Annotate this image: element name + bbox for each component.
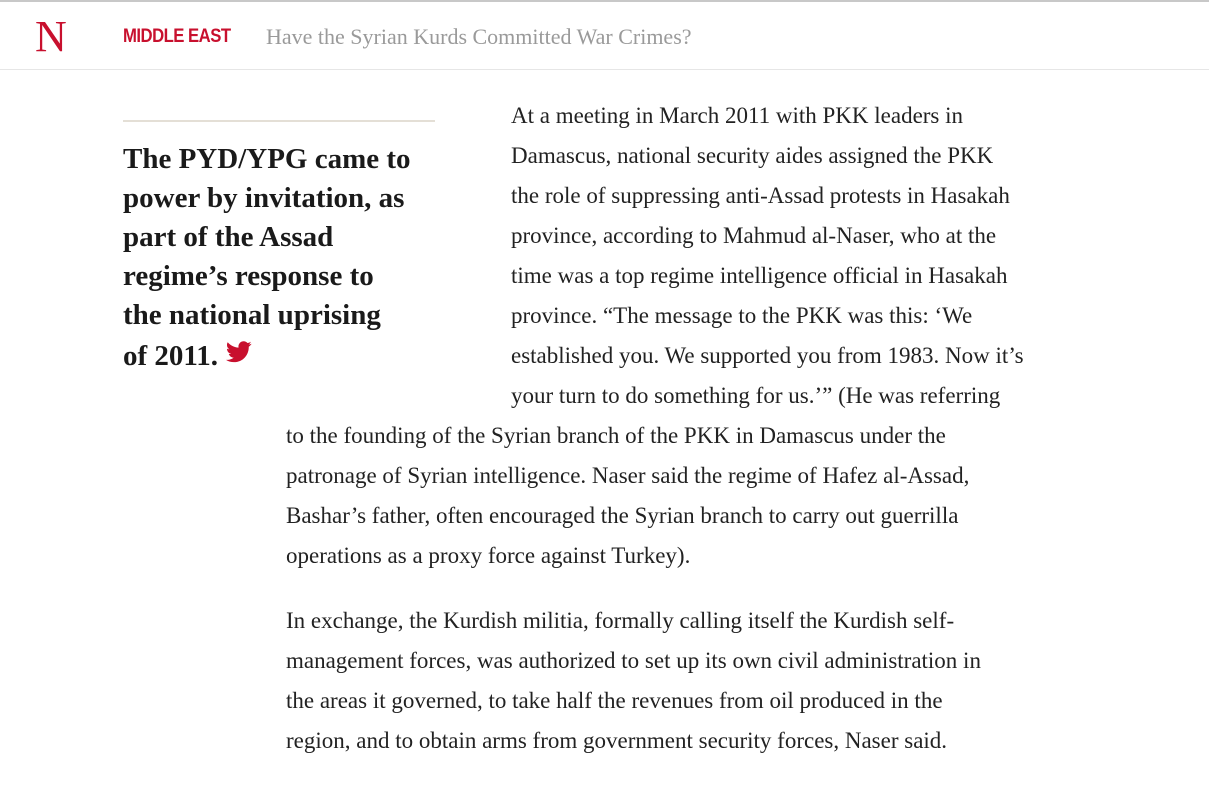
body-line: Damascus, national security aides assigned the PKK	[511, 143, 994, 168]
body-line: management forces, was authorized to set up its own civil administration in	[286, 648, 981, 673]
pullquote-line: The PYD/YPG came to	[123, 143, 411, 175]
body-line: operations as a proxy force against Turkey).	[286, 543, 691, 568]
pullquote-line: regime’s response to	[123, 260, 374, 292]
body-line: Bashar’s father, often encouraged the Syrian branch to carry out guerrilla	[286, 503, 959, 528]
pullquote-line: power by invitation, as	[123, 182, 405, 214]
twitter-icon[interactable]	[226, 335, 252, 357]
pullquote-line-last	[123, 335, 443, 376]
article-paragraph-1-wrap	[511, 96, 1091, 416]
pullquote-line: part of the Assad	[123, 221, 334, 253]
site-logo[interactable]: N	[35, 12, 67, 61]
body-line: your turn to do something for us.’” (He was referring	[511, 383, 1001, 408]
site-header	[0, 2, 1209, 70]
body-line: patronage of Syrian intelligence. Naser said the regime of Hafez al-Assad,	[286, 463, 970, 488]
pullquote-line: the national uprising	[123, 299, 381, 331]
article-headline: Have the Syrian Kurds Committed War Crimes?	[266, 24, 692, 49]
body-line: the role of suppressing anti-Assad protests in Hasakah	[511, 183, 1010, 208]
body-line: At a meeting in March 2011 with PKK leaders in	[511, 103, 964, 128]
body-line: to the founding of the Syrian branch of the PKK in Damascus under the	[286, 423, 946, 448]
body-line: region, and to obtain arms from government security forces, Naser said.	[286, 728, 948, 753]
body-line: established you. We supported you from 1983. Now it’s	[511, 343, 1024, 368]
body-line: province. “The message to the PKK was this: ‘We	[511, 303, 973, 328]
body-line: time was a top regime intelligence official in Hasakah	[511, 263, 1008, 288]
section-link[interactable]: MIDDLE EAST	[123, 26, 231, 47]
article-paragraph-2	[286, 601, 1091, 761]
pullquote-line: of 2011.	[123, 340, 219, 372]
pullquote	[123, 140, 443, 376]
body-line: province, according to Mahmud al-Naser, who at the	[511, 223, 997, 248]
article-paragraph-1-full	[286, 416, 1091, 576]
body-line: In exchange, the Kurdish militia, formally calling itself the Kurdish self-	[286, 608, 955, 633]
pullquote-divider	[123, 120, 435, 122]
body-line: the areas it governed, to take half the revenues from oil produced in the	[286, 688, 943, 713]
